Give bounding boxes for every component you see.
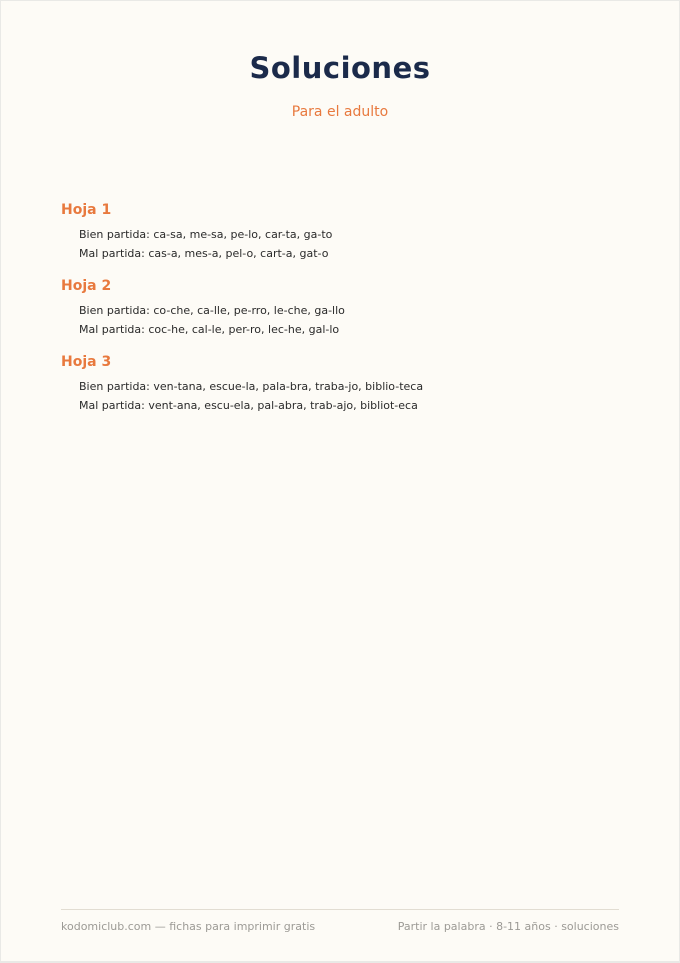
section-title: Hoja 3 bbox=[61, 354, 112, 370]
footer-divider bbox=[61, 909, 619, 910]
bad-split-line: Mal partida: cas-a, mes-a, pel-o, cart-a, gat-o bbox=[79, 247, 329, 260]
good-split-line: Bien partida: ven-tana, escue-la, pala-bra, traba-jo, biblio-teca bbox=[79, 380, 424, 393]
section-title: Hoja 1 bbox=[61, 202, 112, 218]
footer-site-text: kodomiclub.com — fichas para imprimir gratis bbox=[61, 920, 316, 933]
section-title: Hoja 2 bbox=[61, 278, 112, 294]
footer-worksheet-info: Partir la palabra · 8-11 años · soluciones bbox=[397, 920, 619, 933]
solution-section-hoja-2 bbox=[61, 277, 621, 339]
bad-split-line: Mal partida: vent-ana, escu-ela, pal-abra, trab-ajo, bibliot-eca bbox=[79, 399, 418, 412]
page-title: Soluciones bbox=[249, 51, 431, 85]
bad-split-line: Mal partida: coc-he, cal-le, per-ro, lec-he, gal-lo bbox=[79, 323, 340, 336]
good-split-line: Bien partida: co-che, ca-lle, pe-rro, le-che, ga-llo bbox=[79, 304, 345, 317]
good-split-line: Bien partida: ca-sa, me-sa, pe-lo, car-ta, ga-to bbox=[79, 228, 333, 241]
solution-section-hoja-3 bbox=[61, 353, 621, 415]
solution-section-hoja-1 bbox=[61, 201, 621, 263]
worksheet-page bbox=[1, 1, 679, 961]
solutions-list bbox=[61, 201, 621, 429]
page-subtitle: Para el adulto bbox=[291, 104, 389, 120]
